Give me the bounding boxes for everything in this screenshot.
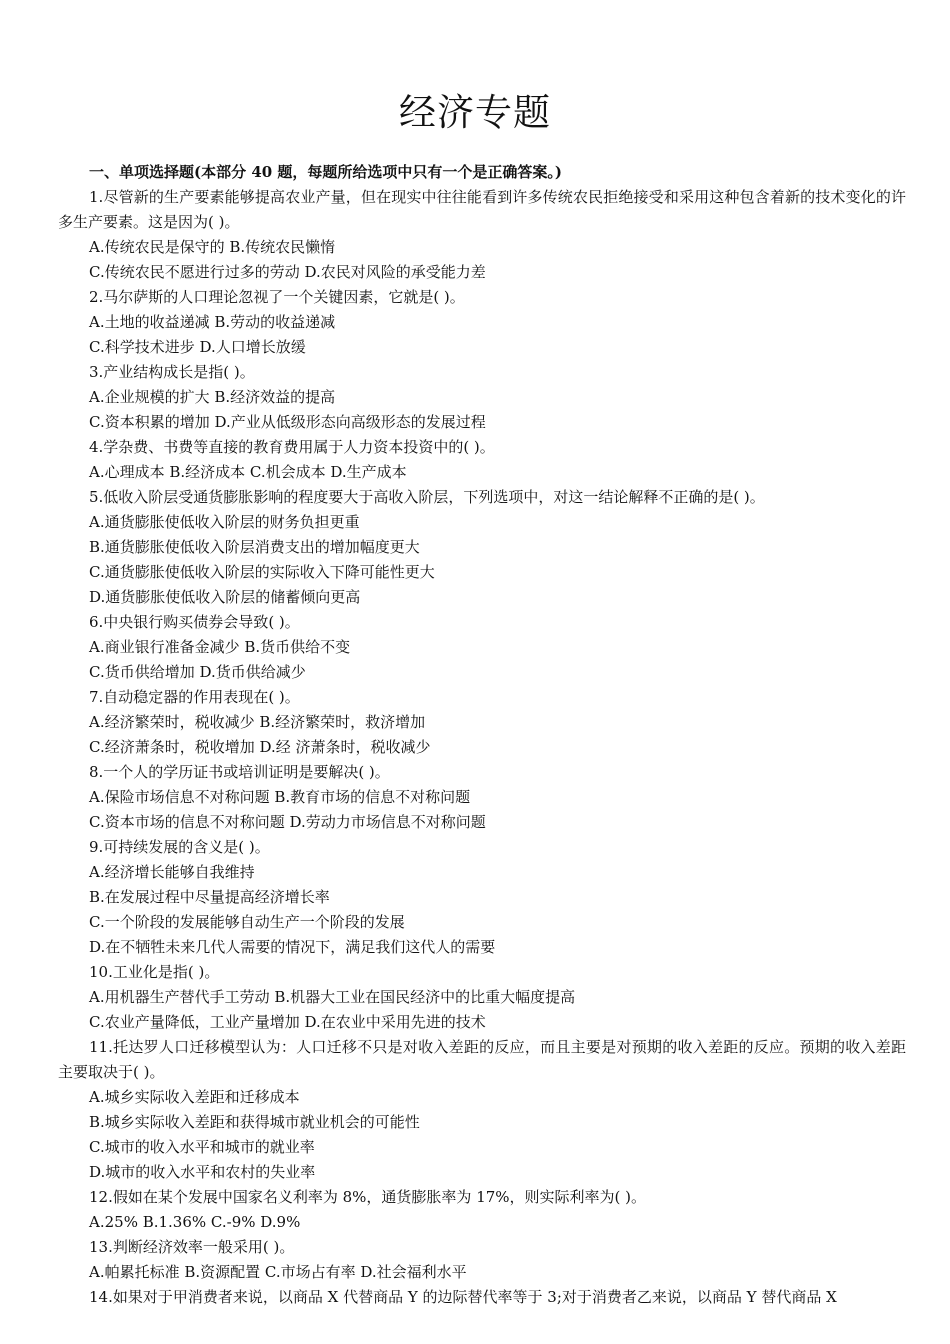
option-line: B.通货膨胀使低收入阶层消费支出的增加幅度更大 <box>89 538 420 556</box>
question-8: 8.一个人的学历证书或培训证明是要解决( )。 <box>89 763 390 781</box>
option-line: C.传统农民不愿进行过多的劳动 D.农民对风险的承受能力差 <box>89 263 486 281</box>
question-5: 5.低收入阶层受通货膨胀影响的程度要大于高收入阶层，下列选项中，对这一结论解释不正确的是( )。 <box>89 488 765 506</box>
option-line: C.通货膨胀使低收入阶层的实际收入下降可能性更大 <box>89 563 435 581</box>
option-line: A.经济繁荣时，税收减少 B.经济繁荣时，救济增加 <box>89 713 426 731</box>
question-10: 10.工业化是指( )。 <box>89 963 220 981</box>
question-3: 3.产业结构成长是指( )。 <box>89 363 255 381</box>
option-line: D.城市的收入水平和农村的失业率 <box>89 1163 316 1181</box>
option-line: A.保险市场信息不对称问题 B.教育市场的信息不对称问题 <box>89 788 471 806</box>
question-11: 11.托达罗人口迁移模型认为：人口迁移不只是对收入差距的反应，而且主要是对预期的收入差距的反应。预期的收入差距主要取决于( )。 <box>58 1038 906 1081</box>
question-1: 1.尽管新的生产要素能够提高农业产量，但在现实中往往能看到许多传统农民拒绝接受和采用这种包含着新的技术变化的许多生产要素。这是因为( )。 <box>58 188 906 231</box>
option-line: A.商业银行准备金减少 B.货币供给不变 <box>89 638 351 656</box>
option-line: C.经济萧条时，税收增加 D.经 济萧条时，税收减少 <box>89 738 431 756</box>
question-9: 9.可持续发展的含义是( )。 <box>89 838 270 856</box>
option-line: C.农业产量降低，工业产量增加 D.在农业中采用先进的技术 <box>89 1013 486 1031</box>
option-line: D.通货膨胀使低收入阶层的储蓄倾向更高 <box>89 588 361 606</box>
option-line: A.25% B.1.36% C.-9% D.9% <box>89 1213 301 1231</box>
option-line: A.企业规模的扩大 B.经济效益的提高 <box>89 388 336 406</box>
section-heading: 一、单项选择题(本部分 40 题，每题所给选项中只有一个是正确答案。) <box>89 163 563 181</box>
option-line: C.资本市场的信息不对称问题 D.劳动力市场信息不对称问题 <box>89 813 486 831</box>
question-13: 13.判断经济效率一般采用( )。 <box>89 1238 295 1256</box>
question-4: 4.学杂费、书费等直接的教育费用属于人力资本投资中的( )。 <box>89 438 495 456</box>
option-line: A.通货膨胀使低收入阶层的财务负担更重 <box>89 513 360 531</box>
option-line: A.用机器生产替代手工劳动 B.机器大工业在国民经济中的比重大幅度提高 <box>89 988 576 1006</box>
option-line: C.资本积累的增加 D.产业从低级形态向高级形态的发展过程 <box>89 413 486 431</box>
option-line: A.土地的收益递减 B.劳动的收益递减 <box>89 313 336 331</box>
option-line: A.城乡实际收入差距和迁移成本 <box>89 1088 300 1106</box>
option-line: D.在不牺牲未来几代人需要的情况下，满足我们这代人的需要 <box>89 938 496 956</box>
option-line: C.一个阶段的发展能够自动生产一个阶段的发展 <box>89 913 405 931</box>
question-7: 7.自动稳定器的作用表现在( )。 <box>89 688 300 706</box>
option-line: C.城市的收入水平和城市的就业率 <box>89 1138 315 1156</box>
question-6: 6.中央银行购买债券会导致( )。 <box>89 613 300 631</box>
question-14: 14.如果对于甲消费者来说，以商品 X 代替商品 Y 的边际替代率等于 3;对于消费者乙来说，以商品 Y 替代商品 X <box>89 1288 837 1306</box>
question-12: 12.假如在某个发展中国家名义利率为 8%，通货膨胀率为 17%，则实际利率为( )。 <box>89 1188 647 1206</box>
document-title: 经济专题 <box>399 90 551 134</box>
option-line: A.经济增长能够自我维持 <box>89 863 255 881</box>
document-body <box>58 160 906 1310</box>
option-line: A.心理成本 B.经济成本 C.机会成本 D.生产成本 <box>89 463 407 481</box>
question-2: 2.马尔萨斯的人口理论忽视了一个关键因素，它就是( )。 <box>89 288 465 306</box>
option-line: A.帕累托标准 B.资源配置 C.市场占有率 D.社会福利水平 <box>89 1263 467 1281</box>
option-line: C.科学技术进步 D.人口增长放缓 <box>89 338 306 356</box>
option-line: B.在发展过程中尽量提高经济增长率 <box>89 888 330 906</box>
option-line: C.货币供给增加 D.货币供给减少 <box>89 663 306 681</box>
option-line: B.城乡实际收入差距和获得城市就业机会的可能性 <box>89 1113 420 1131</box>
option-line: A.传统农民是保守的 B.传统农民懒惰 <box>89 238 336 256</box>
